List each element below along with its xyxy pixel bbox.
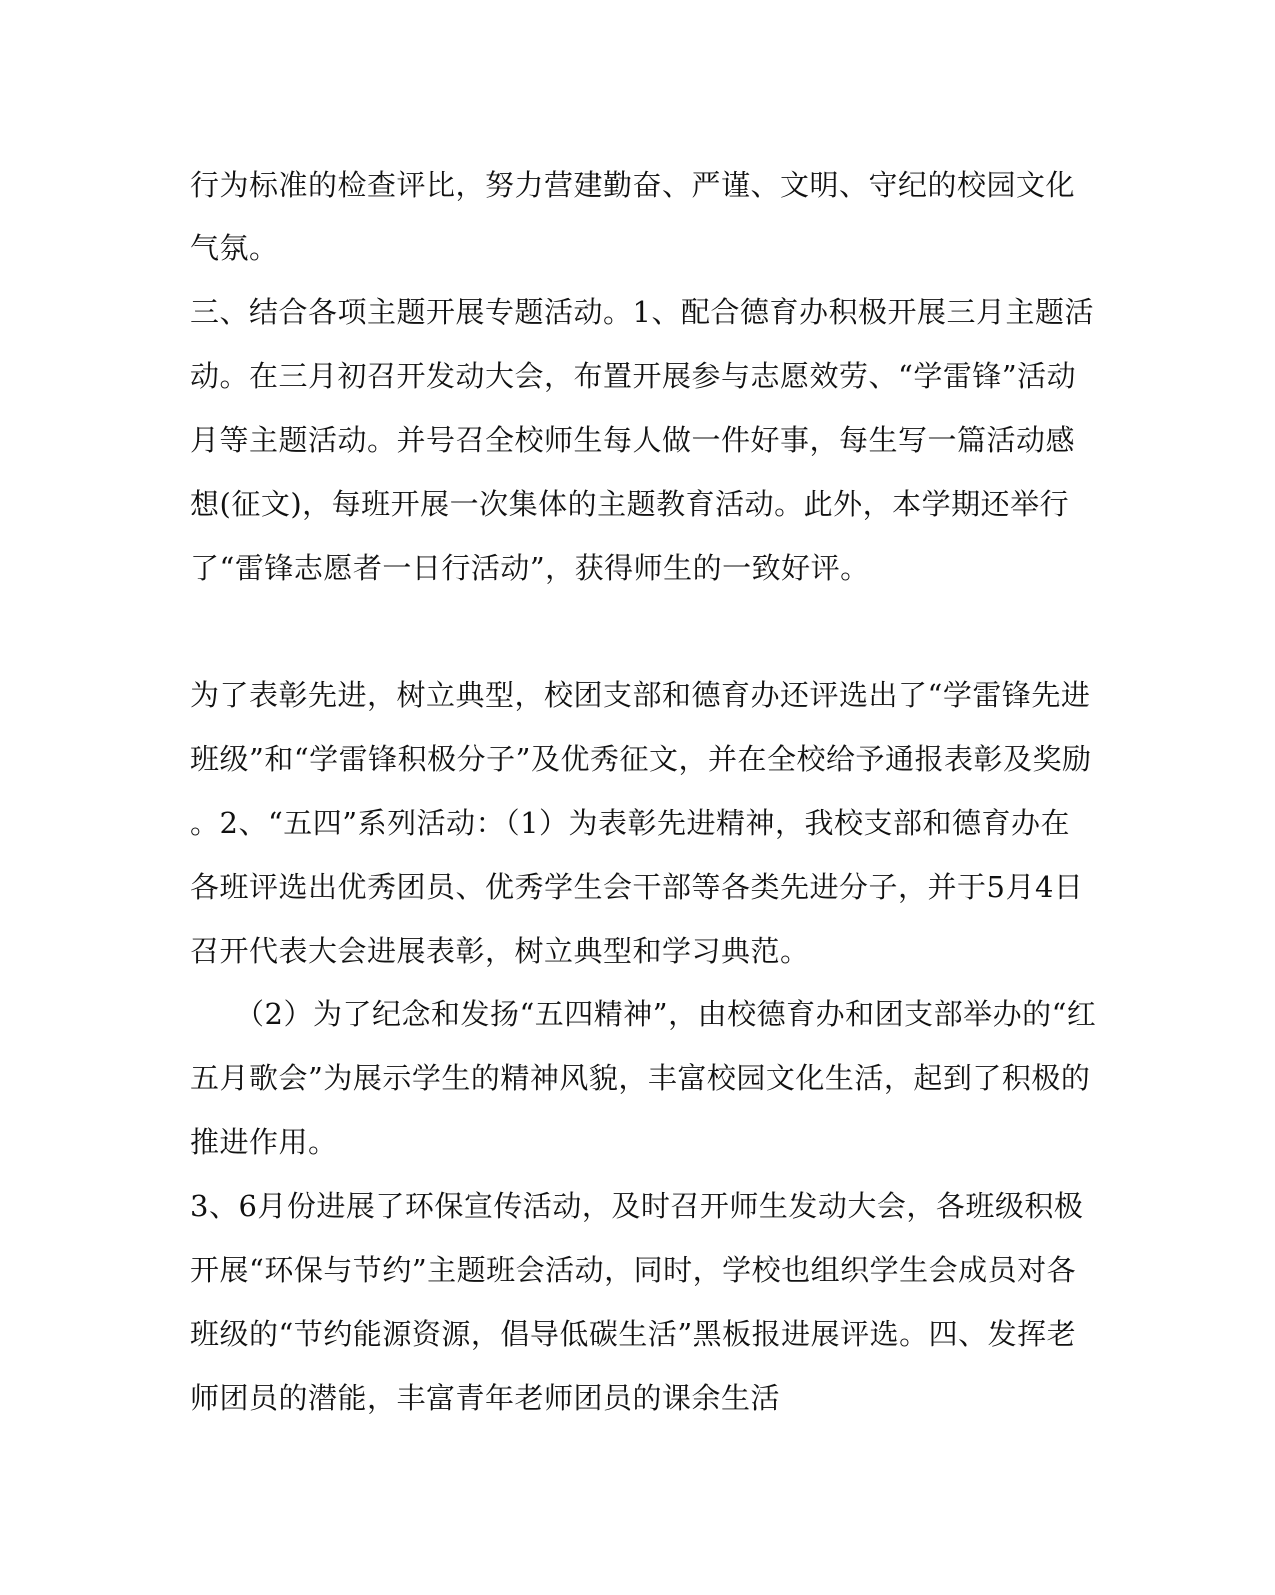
text-line: 行为标准的检查评比，努力营建勤奋、严谨、文明、守纪的校园文化 <box>190 168 1076 202</box>
text-line: 班级”和“学雷锋积极分子”及优秀征文，并在全校给予通报表彰及奖励 <box>190 742 1092 776</box>
text-line: 师团员的潜能，丰富青年老师团员的课余生活 <box>190 1381 781 1415</box>
text-line: 推进作用。 <box>190 1125 338 1159</box>
text-line: 开展“环保与节约”主题班会活动，同时，学校也组织学生会成员对各 <box>190 1253 1077 1287</box>
text-line: 动。在三月初召开发动大会，布置开展参与志愿效劳、“学雷锋”活动 <box>190 359 1077 393</box>
text-line: 各班评选出优秀团员、优秀学生会干部等各类先进分子，并于5月4日 <box>190 870 1084 904</box>
text-line: 3、6月份进展了环保宣传活动，及时召开师生发动大会，各班级积极 <box>190 1189 1084 1223</box>
text-line: 班级的“节约能源资源，倡导低碳生活”黑板报进展评选。四、发挥老 <box>190 1317 1077 1351</box>
text-line: 月等主题活动。并号召全校师生每人做一件好事，每生写一篇活动感 <box>190 423 1076 457</box>
text-line: 。2、“五四”系列活动：（1）为表彰先进精神，我校支部和德育办在 <box>190 806 1071 840</box>
text-line: （2）为了纪念和发扬“五四精神”，由校德育办和团支部举办的“红 <box>235 997 1097 1031</box>
text-line: 了“雷锋志愿者一日行活动”，获得师生的一致好评。 <box>190 551 870 585</box>
text-line: 想(征文)，每班开展一次集体的主题教育活动。此外，本学期还举行 <box>190 487 1070 521</box>
text-line: 气氛。 <box>190 231 279 265</box>
text-line: 为了表彰先进，树立典型，校团支部和德育办还评选出了“学雷锋先进 <box>190 678 1091 712</box>
text-line: 五月歌会”为展示学生的精神风貌，丰富校园文化生活，起到了积极的 <box>190 1061 1091 1095</box>
text-line: 三、结合各项主题开展专题活动。1、配合德育办积极开展三月主题活 <box>190 295 1094 329</box>
text-line: 召开代表大会进展表彰，树立典型和学习典范。 <box>190 934 810 968</box>
